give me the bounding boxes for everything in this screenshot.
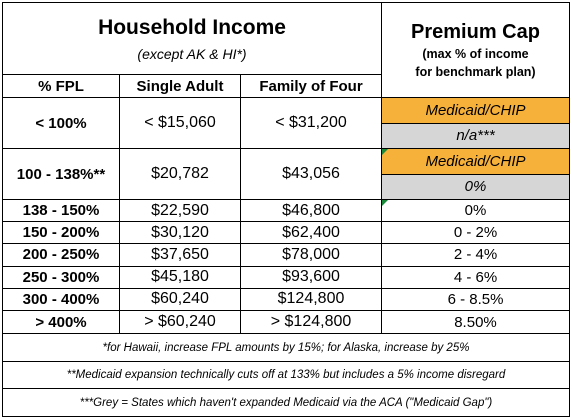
row-premium-cap: 0 - 2% xyxy=(382,222,570,244)
household-income-header xyxy=(3,3,382,75)
col-header-family-of-four: Family of Four xyxy=(241,75,382,98)
row-family-of-four: $124,800 xyxy=(241,288,382,310)
row-single-adult: $22,590 xyxy=(120,199,241,221)
row-single-adult: $45,180 xyxy=(120,266,241,288)
col-header-single-adult: Single Adult xyxy=(120,75,241,98)
row-fpl: 250 - 300% xyxy=(3,266,120,288)
household-income-subtitle: (except AK & HI*) xyxy=(137,45,247,62)
row-family-of-four: > $124,800 xyxy=(241,311,382,334)
row-single-adult: > $60,240 xyxy=(120,311,241,334)
row-single-adult: $30,120 xyxy=(120,222,241,244)
fpl-premium-table xyxy=(2,2,570,417)
row-fpl: 300 - 400% xyxy=(3,288,120,310)
medicaid-chip-cell: Medicaid/CHIP xyxy=(382,98,570,123)
row-single-adult: $37,650 xyxy=(120,244,241,266)
medicaid-chip-cell: Medicaid/CHIP xyxy=(382,149,570,174)
premium-cap-subtitle-line2: for benchmark plan) xyxy=(415,64,536,79)
row-premium-cap: 4 - 6% xyxy=(382,266,570,288)
row-single-adult: $60,240 xyxy=(120,288,241,310)
premium-cap-title: Premium Cap xyxy=(411,20,540,43)
row-family-of-four: $93,600 xyxy=(241,266,382,288)
col-header-fpl: % FPL xyxy=(3,75,120,98)
row-family-of-four: < $31,200 xyxy=(241,98,382,149)
row-fpl: < 100% xyxy=(3,98,120,149)
row-premium-cap: 6 - 8.5% xyxy=(382,288,570,310)
medicaid-gap-cell: n/a*** xyxy=(382,123,570,148)
household-income-title: Household Income xyxy=(98,15,286,39)
row-fpl: 150 - 200% xyxy=(3,222,120,244)
row-fpl: 100 - 138%** xyxy=(3,149,120,200)
row-premium-cap: 0% xyxy=(382,199,570,221)
row-premium-cap: 2 - 4% xyxy=(382,244,570,266)
premium-cap-header xyxy=(382,3,570,98)
footnote-medicaid-gap: ***Grey = States which haven't expanded Medicaid via the ACA ("Medicaid Gap") xyxy=(3,389,570,417)
row-fpl: 200 - 250% xyxy=(3,244,120,266)
row-family-of-four: $78,000 xyxy=(241,244,382,266)
premium-cap-subtitle-line1: (max % of income xyxy=(422,46,529,61)
footnote-hawaii-alaska: *for Hawaii, increase FPL amounts by 15%; for Alaska, increase by 25% xyxy=(3,334,570,362)
row-single-adult: < $15,060 xyxy=(120,98,241,149)
row-premium-cap: 8.50% xyxy=(382,311,570,334)
footnote-medicaid-expansion: **Medicaid expansion technically cuts off at 133% but includes a 5% income disregard xyxy=(3,361,570,389)
row-family-of-four: $43,056 xyxy=(241,149,382,200)
row-fpl: 138 - 150% xyxy=(3,199,120,221)
row-family-of-four: $46,800 xyxy=(241,199,382,221)
row-fpl: > 400% xyxy=(3,311,120,334)
medicaid-gap-cell: 0% xyxy=(382,174,570,199)
row-single-adult: $20,782 xyxy=(120,149,241,200)
row-family-of-four: $62,400 xyxy=(241,222,382,244)
